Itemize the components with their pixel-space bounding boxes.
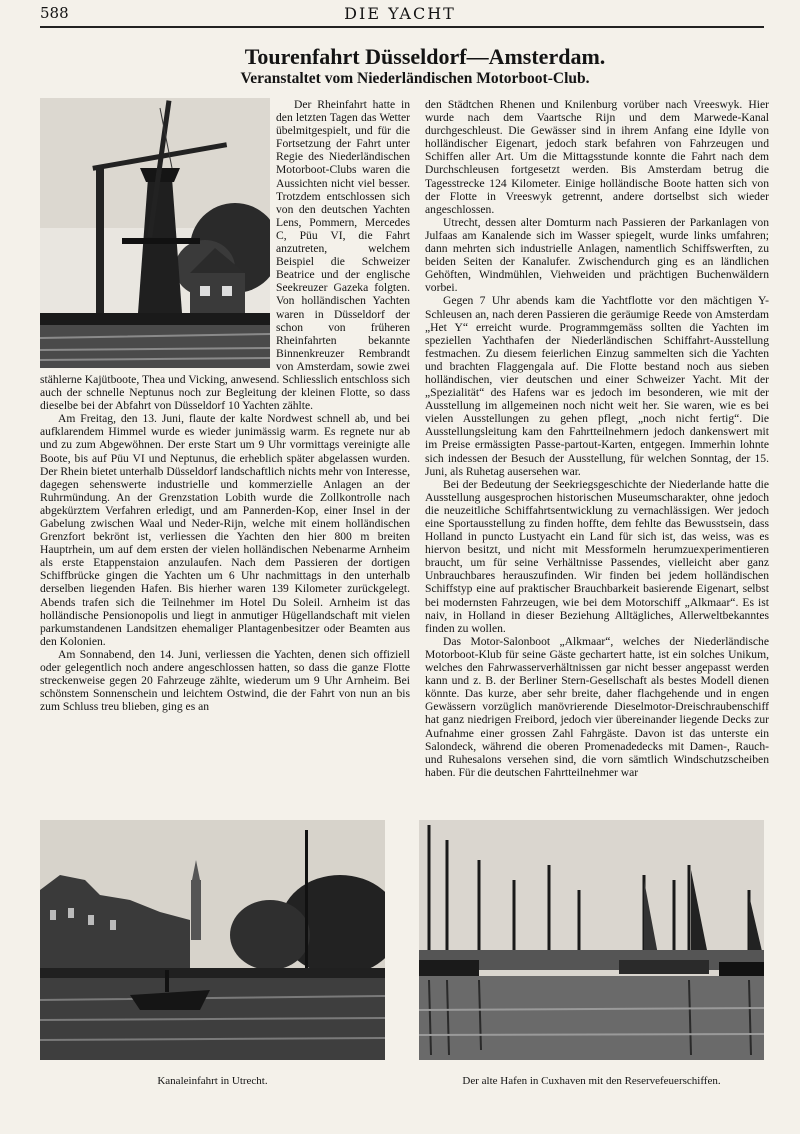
paragraph: Bei der Bedeutung der Seekriegsgeschichte der Niederlande hatte die Ausstellung ausgesprochen historischen Museumscharakter, ohne jedoch die neuzeitliche Schiffahrtsentwicklung zu vernachlässigen. Wer jedoch eine Sportausstellung zu finden hoffte, dem fehlte das Bewusstsein, dass Holland in puncto Lustyacht ein Land für sich ist, das weiss, was es hiervon besitzt, und nicht mit Messformeln herumzuexperimentieren braucht, um für seine Verhältnisse Passendes, vielleicht aber ganz Unbrauchbares herauszufinden. Wir finden bei jedem holländischen Schiffstyp eine auf praktischer Brauchbarkeit basierende Eigenart, selbst bei modernsten Fahrzeugen, wie bei dem Motorschiff „Alkmaar“. Es ist naiv, in Holland in dieser Beziehung Alltägliches, Allerweltbekanntes finden zu wollen. — [425, 477, 769, 635]
paragraph: den Städtchen Rhenen und Knilenburg vorüber nach Vreeswyk. Hier wurde nach dem Vaartsche Rijn und dem Marwede-Kanal durchgeschleust. Die Gewässer sind in ihrem Anfang eine Idylle von holländischer Eigenart, jedoch stark befahren von Fahrzeugen und Schiffen aller Art. Um die Mittagsstunde konnte die Fahrt nach dem Durchschleusen fortgesetzt werden. Bis Amsterdam betrug die Tagesstrecke 124 Kilometer. Einige holländische Boote hatten sich von der Flotte in Vreeswyk getrennt, andere dortselbst sich wieder angeschlossen. — [425, 98, 769, 216]
utrecht-canal-photo — [40, 820, 385, 1060]
paragraph: Der Rheinfahrt hatte in den letzten Tagen das Wetter übelmitgespielt, und für die Fortsetzung der Fahrt unter Regie des Niederländischen Motorboot-Clubs waren die Aussichten nicht viel besser. Trotzdem entschlossen sich von den deutschen Yachten Lens, Pommern, Mercedes C, Püu VI, die Fahrt anzutreten, welchem Beispiel die Schweizer Beatrice und der englische Seekreuzer Gazeka folgten. Von holländischen Yachten waren in Düsseldorf der schon von früheren Rheinfahrten bekannte Binnenkreuzer Rembrandt von Amsterdam, sowie zwei stählerne Kajütboote, Thea und Vicking, anwesend. Schliesslich entschloss sich auch der schnelle Neptunus noch zur Begleitung der kleinen Flotte, so dass dieselbe bei der Abfahrt von Düsseldorf 10 Yachten zählte. — [40, 98, 410, 413]
paragraph: Utrecht, dessen alter Domturm nach Passieren der Parkanlagen von Julfaas am Kanalende sich im Wasser spiegelt, wurde links umfahren; dann mehrten sich industrielle Anlagen, namentlich Schiffswerften, zu beiden Seiten der Kanalufer. Zwischendurch ging es an ländlichen Gehöften, Windmühlen, Viehweiden und prächtigen Buchenwäldern vorbei. — [425, 215, 769, 295]
paragraph: Am Sonnabend, den 14. Juni, verliessen die Yachten, denen sich offiziell oder gelegentlich noch andere angeschlossen hatten, so dass die ganze Flotte streckenweise gegen 20 Fahrzeuge zählte, wiederum um 9 Uhr Arnheim. Bei schönstem Sonnenschein und leichtem Ostwind, die der Fahrt von nun an bis zum Schluss treu blieben, ging es an — [40, 647, 410, 714]
figure-caption: Der alte Hafen in Cuxhaven mit den Reservefeuerschiffen. — [462, 1075, 721, 1087]
windmill-photo — [40, 98, 270, 368]
article-subtitle: Veranstaltet vom Niederländischen Motorboot-Club. — [240, 70, 590, 87]
page-number: 588 — [40, 4, 69, 22]
running-title: DIE YACHT — [344, 4, 456, 23]
paragraph: Gegen 7 Uhr abends kam die Yachtflotte vor den mächtigen Y-Schleusen an, nach deren Passieren die geräumige Reede von Amsterdam „Het Y“ erreicht wurde. Programmgemäss sollten die Yachten im speziellen Yachthafen der Niederländischen Schiffahrt-Ausstellung festmachen. Zu diesem feierlichen Einzug sammelten sich die Yachten und brachten Flaggengala auf. Die Flotte bestand noch aus sieben holländischen, vier deutschen und einer Schweizer Yacht. Mit der „Spezialität“ des Hafens war es jedoch im besonderen, wie mit der Ausstellung im allgemeinen noch nicht weit her. Sie waren, wie es bei vielen Ausstellungen zu gehen pflegt, „noch nicht fertig“. Die Ausstellungsleitung kam den Fahrtteilnehmern jedoch dankenswert mit im Preise ermässigten Passe-partout-Karten, entgegen. Immerhin lohnte sich indessen der Besuch der Ausstellung, für welchen Sonntag, der 15. Juni, als Ruhetag ausersehen war. — [425, 294, 769, 478]
figure-caption: Kanaleinfahrt in Utrecht. — [157, 1075, 268, 1087]
cuxhaven-harbor-photo — [419, 820, 764, 1060]
header-rule — [40, 26, 764, 28]
paragraph: Das Motor-Salonboot „Alkmaar“, welches der Niederländische Motorboot-Klub für seine Gäste gechartert hatte, ist ein solches Unikum, welches den Fahrwasserverhältnissen gar nicht besser angepasst werden kann und z. B. der Berliner Stern-Gesellschaft als bestes Modell dienen könnte. Das kurze, aber sehr breite, daher flachgehende und in engen Gewässern vorzüglich manövrierende Dieselmotor-Dreischraubenschiff hat ganz niedrigen Freibord, jedoch vier übereinander liegende Decks zur Aufnahme einer grossen Zahl Fahrgäste. Davon ist das unterste ein Salondeck, während die oberen Promenadedecks mit Damen-, Rauch- und Ruhesalons versehen sind, die vorn sämtlich Windschutzscheiben haben. Für die deutschen Fahrtteilnehmer war — [425, 634, 769, 779]
paragraph: Am Freitag, den 13. Juni, flaute der kalte Nordwest schnell ab, und bei aufklarendem Himmel wurde es wieder junimässig warm. Es regnete nur ab und zu zum Abgewöhnen. Der erste Start um 9 Uhr vormittags vereinigte alle Boote, bis auf Püu VI und Neptunus, die erheblich später abgelassen wurden. Der Rhein bietet unterhalb Düsseldorf landschaftlich nichts mehr von Interesse, dagegen sehenswerte industrielle und kommerzielle Anlagen an der Ruhrmündung. An der Grenzstation Lobith wurde die Zollkontrolle nach abgekürztem Verfahren erledigt, und am Pannerden-Kop, einer Insel in der Gabelung zwischen Waal und Neder-Rijn, welche mit einem holländischen Grenzfort bekrönt ist, verliessen die Yachten den hier 800 m breiten Hauptrhein, um auf dem ersten der vielen holländischen Nebenarme Arnheim als erste Etappenstaion anzulaufen. Nach dem Passieren der dortigen Schiffbrücke gingen die Yachten um 6 Uhr nachmittags in den unterhalb derselben liegenden Hafen. Bis hierher waren 139 Kilometer zurückgelegt. Abends trafen sich die Teilnehmer im Hotel Du Soleil. Arnheim ist das holländische Pensionopolis und liegt in anmutiger Hügellandschaft mit vielen parkumstandenen Landsitzen ehemaliger Plantagenbesitzer oder Beamten aus den Kolonien. — [40, 412, 410, 648]
right-column — [425, 98, 769, 779]
left-column — [40, 98, 410, 713]
article-title: Tourenfahrt Düsseldorf—Amsterdam. — [244, 44, 606, 69]
